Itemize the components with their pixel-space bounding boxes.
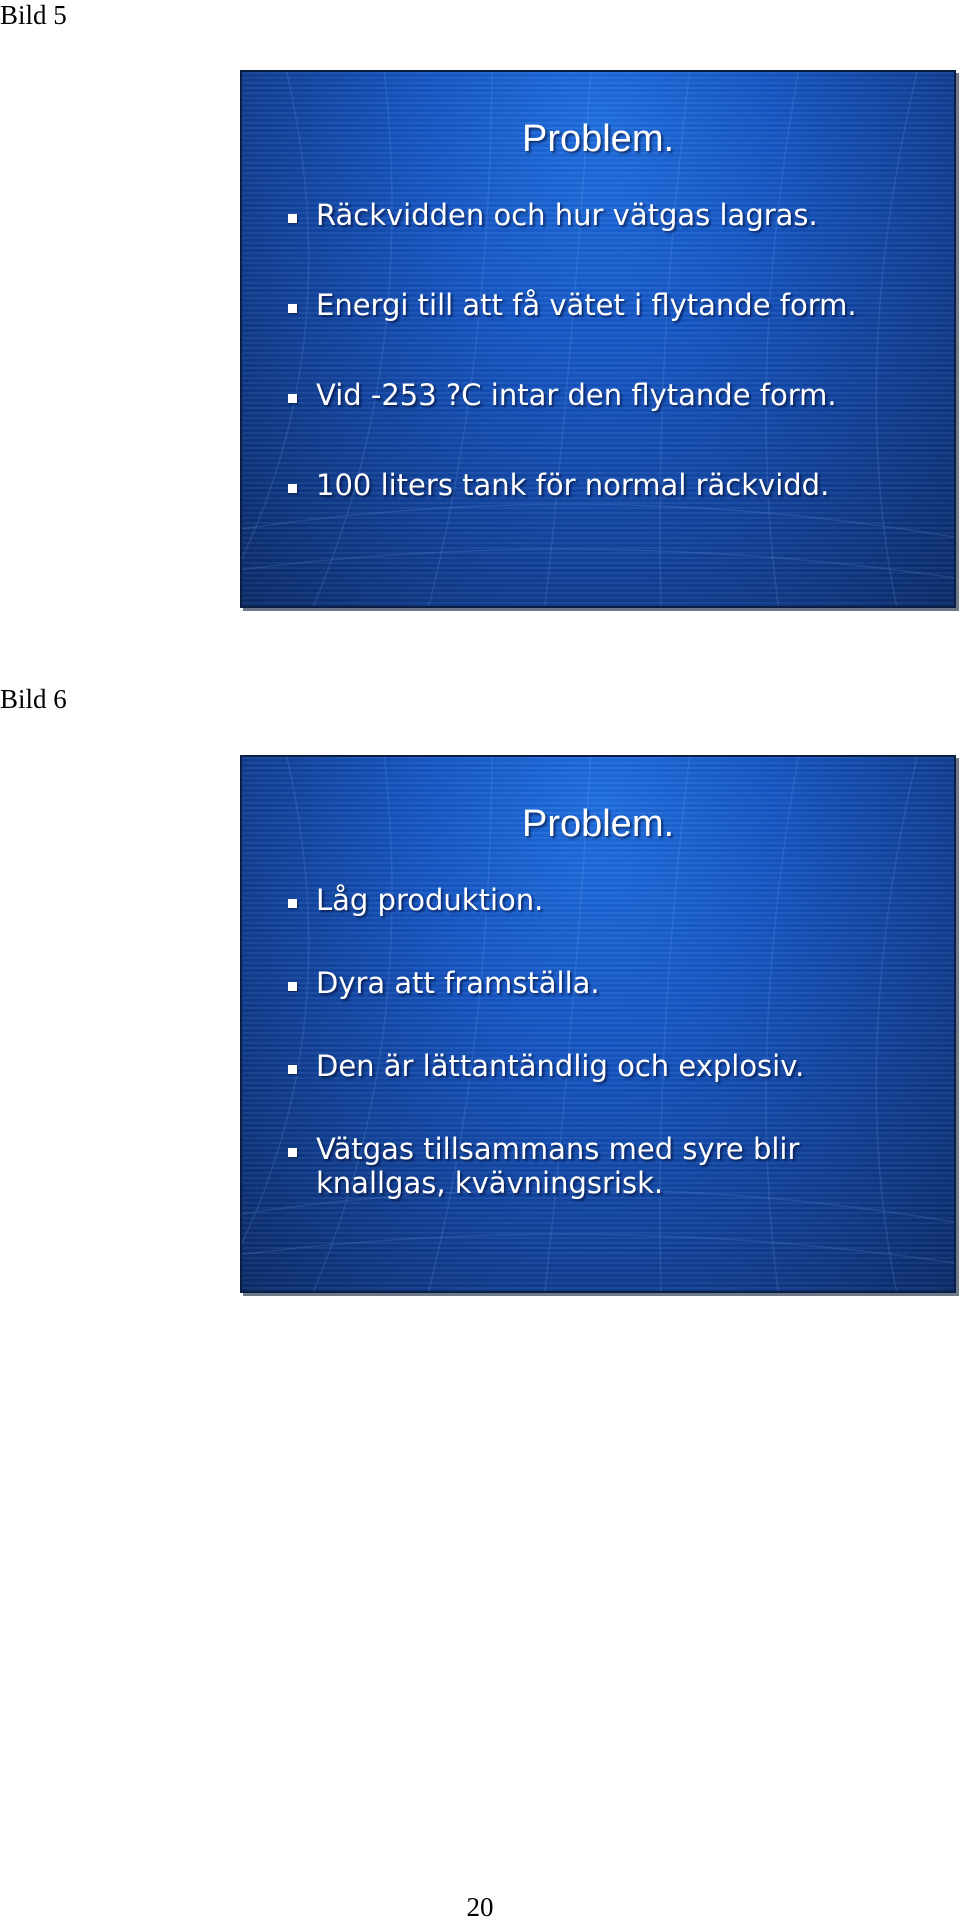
- square-bullet-icon: [288, 484, 297, 493]
- bullet-item: [286, 966, 930, 1000]
- bullet-item: [286, 468, 930, 502]
- slide-title: Problem.: [521, 803, 675, 845]
- bullet-text: Räckvidden och hur vätgas lagras.: [316, 198, 818, 232]
- bullet-text: Vid -253 ?C intar den flytande form.: [316, 378, 837, 412]
- bullet-text: Den är lättantändlig och explosiv.: [316, 1049, 805, 1083]
- square-bullet-icon: [288, 304, 297, 313]
- bullet-text: Dyra att framställa.: [316, 966, 600, 1000]
- square-bullet-icon: [288, 982, 297, 991]
- bullet-item: [286, 1132, 876, 1200]
- bullet-item: [286, 378, 930, 412]
- bullet-text: Låg produktion.: [316, 883, 544, 917]
- slide-label: Bild 5: [0, 0, 67, 30]
- bullet-item: [286, 198, 930, 232]
- bullet-text: 100 liters tank för normal räckvidd.: [316, 468, 830, 502]
- square-bullet-icon: [288, 1148, 297, 1157]
- page-number: 20: [466, 1892, 494, 1922]
- slide-label: Bild 6: [0, 684, 67, 714]
- bullet-item: [286, 883, 930, 917]
- square-bullet-icon: [288, 899, 297, 908]
- bullet-list: [286, 883, 930, 1200]
- bullet-item: [286, 288, 930, 322]
- square-bullet-icon: [288, 394, 297, 403]
- bullet-text: Energi till att få vätet i flytande form.: [316, 288, 857, 322]
- bullet-item: [286, 1049, 930, 1083]
- slide-bild-5: [240, 70, 956, 608]
- square-bullet-icon: [288, 214, 297, 223]
- bullet-list: [286, 198, 930, 502]
- square-bullet-icon: [288, 1065, 297, 1074]
- slide-bild-6: [240, 755, 956, 1293]
- slide-title: Problem.: [521, 118, 675, 160]
- bullet-text: Vätgas tillsammans med syre blir knallgas, kvävningsrisk.: [316, 1132, 800, 1200]
